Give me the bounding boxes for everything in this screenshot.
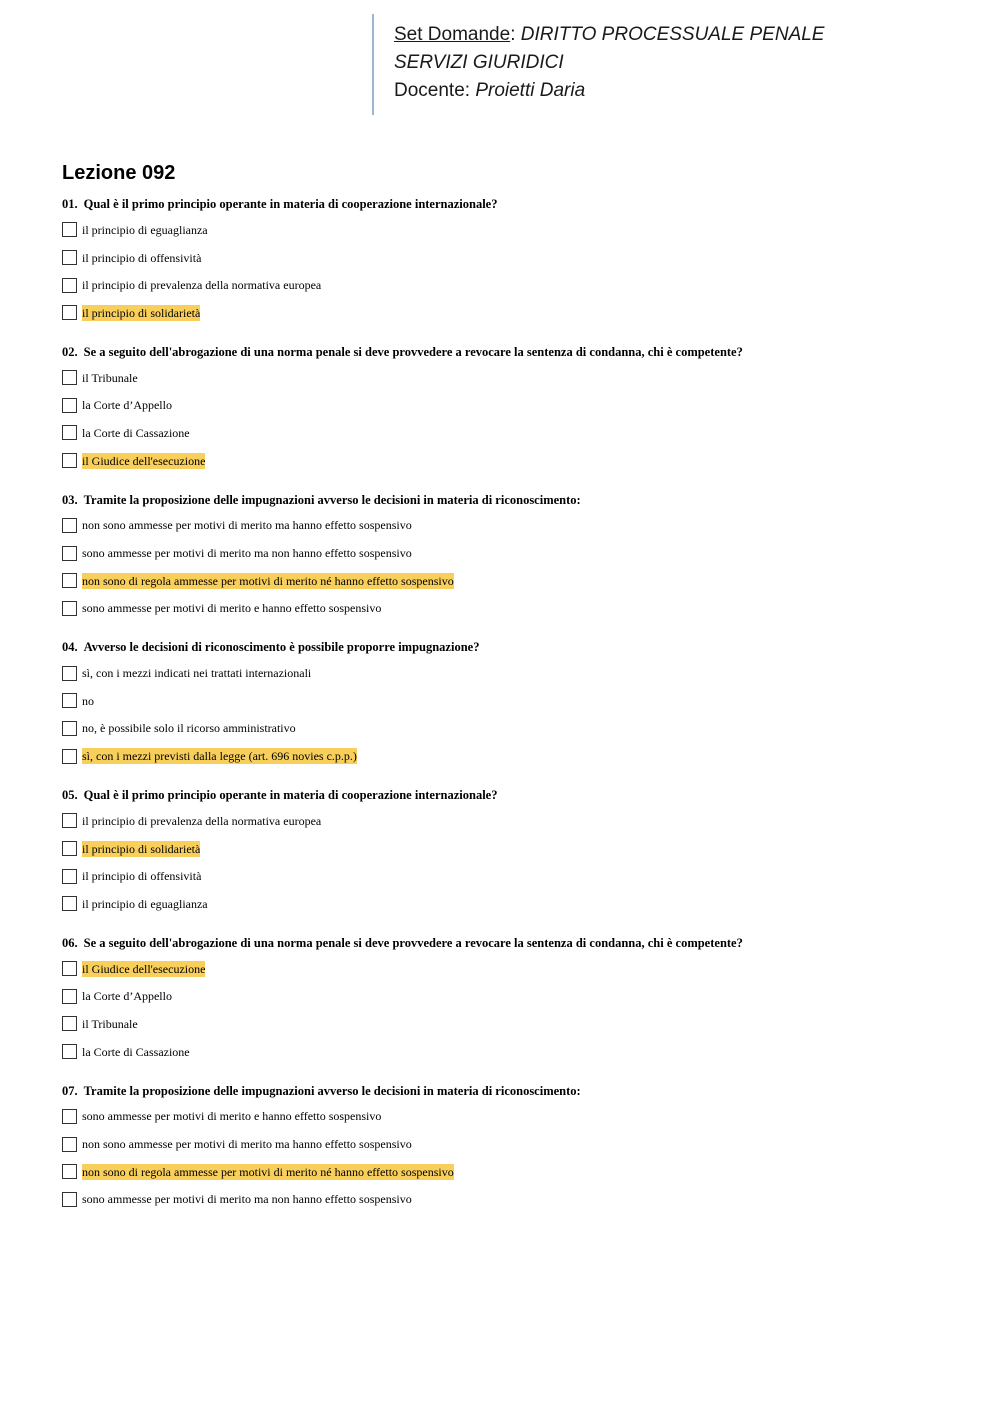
question-number: 03. <box>62 492 78 507</box>
teacher-name: Proietti Daria <box>475 80 586 101</box>
question-label: Avverso le decisioni di riconoscimento è possibile proporre impugnazione? <box>83 640 480 655</box>
checkbox-icon[interactable] <box>62 989 77 1004</box>
answer-option[interactable] <box>62 447 962 475</box>
question-text <box>62 635 962 659</box>
answer-option[interactable] <box>62 595 962 623</box>
answer-option[interactable] <box>62 244 962 272</box>
checkbox-icon[interactable] <box>62 305 77 320</box>
answer-option[interactable] <box>62 391 962 419</box>
question-number: 06. <box>62 935 78 950</box>
answer-text: la Corte di Cassazione <box>82 1044 190 1059</box>
teacher-line <box>394 77 932 105</box>
answer-option[interactable] <box>62 271 962 299</box>
checkbox-icon[interactable] <box>62 601 77 616</box>
answer-text: sì, con i mezzi previsti dalla legge (art. 696 novies c.p.p.) <box>82 749 357 764</box>
checkbox-icon[interactable] <box>62 869 77 884</box>
question-block <box>62 192 962 327</box>
question-list <box>62 192 962 1226</box>
question-label: Tramite la proposizione delle impugnazioni avverso le decisioni in materia di riconoscimento: <box>83 492 581 507</box>
answer-option[interactable] <box>62 862 962 890</box>
answer-option[interactable] <box>62 567 962 595</box>
answer-option[interactable] <box>62 539 962 567</box>
answer-text: non sono di regola ammesse per motivi di merito né hanno effetto sospensivo <box>82 573 454 588</box>
answer-text: sono ammesse per motivi di merito e hanno effetto sospensivo <box>82 1109 382 1124</box>
answer-option[interactable] <box>62 982 962 1010</box>
answer-option[interactable] <box>62 835 962 863</box>
checkbox-icon[interactable] <box>62 250 77 265</box>
answer-text: la Corte d’Appello <box>82 989 172 1004</box>
answer-option[interactable] <box>62 1010 962 1038</box>
checkbox-icon[interactable] <box>62 721 77 736</box>
checkbox-icon[interactable] <box>62 1137 77 1152</box>
answer-text: sono ammesse per motivi di merito ma non hanno effetto sospensivo <box>82 1192 412 1207</box>
answer-option[interactable] <box>62 1186 962 1214</box>
answer-option[interactable] <box>62 299 962 327</box>
checkbox-icon[interactable] <box>62 425 77 440</box>
checkbox-icon[interactable] <box>62 1192 77 1207</box>
question-text <box>62 931 962 955</box>
document-header <box>372 14 932 115</box>
checkbox-icon[interactable] <box>62 370 77 385</box>
answer-text: non sono di regola ammesse per motivi di merito né hanno effetto sospensivo <box>82 1164 454 1179</box>
checkbox-icon[interactable] <box>62 546 77 561</box>
question-block <box>62 340 962 475</box>
checkbox-icon[interactable] <box>62 222 77 237</box>
question-number: 02. <box>62 344 78 359</box>
answer-option[interactable] <box>62 1038 962 1066</box>
checkbox-icon[interactable] <box>62 518 77 533</box>
answer-text: il principio di eguaglianza <box>82 222 208 237</box>
question-text <box>62 340 962 364</box>
answer-text: sì, con i mezzi indicati nei trattati internazionali <box>82 666 312 681</box>
answer-option[interactable] <box>62 659 962 687</box>
answer-option[interactable] <box>62 715 962 743</box>
question-block <box>62 635 962 770</box>
answer-text: la Corte di Cassazione <box>82 425 190 440</box>
question-text <box>62 1079 962 1103</box>
checkbox-icon[interactable] <box>62 1044 77 1059</box>
checkbox-icon[interactable] <box>62 749 77 764</box>
answer-text: il principio di offensività <box>82 250 202 265</box>
answer-text: il principio di solidarietà <box>82 305 201 320</box>
set-label: Set Domande <box>394 24 511 45</box>
checkbox-icon[interactable] <box>62 896 77 911</box>
answer-option[interactable] <box>62 364 962 392</box>
question-block <box>62 488 962 623</box>
question-label: Tramite la proposizione delle impugnazioni avverso le decisioni in materia di riconoscimento: <box>83 1083 581 1098</box>
question-text <box>62 783 962 807</box>
checkbox-icon[interactable] <box>62 278 77 293</box>
question-label: Qual è il primo principio operante in materia di cooperazione internazionale? <box>83 197 498 211</box>
answer-text: il Giudice dell'esecuzione <box>82 961 206 976</box>
subject-title: DIRITTO PROCESSUALE PENALE <box>520 24 825 45</box>
checkbox-icon[interactable] <box>62 1164 77 1179</box>
answer-option[interactable] <box>62 742 962 770</box>
answer-text: sono ammesse per motivi di merito e hanno effetto sospensivo <box>82 601 382 616</box>
answer-option[interactable] <box>62 1103 962 1131</box>
checkbox-icon[interactable] <box>62 398 77 413</box>
checkbox-icon[interactable] <box>62 453 77 468</box>
answer-text: il Tribunale <box>82 370 138 385</box>
checkbox-icon[interactable] <box>62 1109 77 1124</box>
question-text <box>62 192 962 216</box>
question-text <box>62 488 962 512</box>
checkbox-icon[interactable] <box>62 841 77 856</box>
answer-text: il principio di prevalenza della normativa europea <box>82 813 322 828</box>
answer-text: il Tribunale <box>82 1016 138 1031</box>
answer-text: sono ammesse per motivi di merito ma non hanno effetto sospensivo <box>82 546 412 561</box>
question-number: 04. <box>62 640 78 655</box>
answer-option[interactable] <box>62 216 962 244</box>
question-number: 07. <box>62 1083 78 1098</box>
answer-option[interactable] <box>62 1130 962 1158</box>
answer-option[interactable] <box>62 955 962 983</box>
question-label: Qual è il primo principio operante in materia di cooperazione internazionale? <box>83 788 498 802</box>
question-label: Se a seguito dell'abrogazione di una norma penale si deve provvedere a revocare la sentenza di condanna, chi è competente? <box>83 344 743 359</box>
answer-text: il principio di eguaglianza <box>82 896 208 911</box>
question-number: 01. <box>62 197 78 211</box>
question-block <box>62 1079 962 1214</box>
answer-option[interactable] <box>62 890 962 918</box>
lesson-title: Lezione 092 <box>62 162 176 184</box>
answer-text: non sono ammesse per motivi di merito ma hanno effetto sospensivo <box>82 518 412 533</box>
answer-text: il Giudice dell'esecuzione <box>82 453 206 468</box>
answer-text: non sono ammesse per motivi di merito ma hanno effetto sospensivo <box>82 1137 412 1152</box>
answer-option[interactable] <box>62 807 962 835</box>
set-line <box>394 21 932 49</box>
answer-text: il principio di prevalenza della normativa europea <box>82 278 322 293</box>
answer-option[interactable] <box>62 512 962 540</box>
answer-option[interactable] <box>62 419 962 447</box>
checkbox-icon[interactable] <box>62 961 77 976</box>
set-colon: : <box>510 24 516 45</box>
checkbox-icon[interactable] <box>62 1016 77 1031</box>
answer-option[interactable] <box>62 1158 962 1186</box>
checkbox-icon[interactable] <box>62 666 77 681</box>
answer-option[interactable] <box>62 687 962 715</box>
answer-text: il principio di offensività <box>82 869 202 884</box>
subject-subtitle: SERVIZI GIURIDICI <box>394 52 564 73</box>
answer-text: no, è possibile solo il ricorso amministrativo <box>82 721 296 736</box>
question-block <box>62 783 962 918</box>
question-number: 05. <box>62 788 78 802</box>
teacher-label: Docente: <box>394 80 471 101</box>
answer-text: no <box>82 693 94 708</box>
checkbox-icon[interactable] <box>62 693 77 708</box>
checkbox-icon[interactable] <box>62 813 77 828</box>
question-label: Se a seguito dell'abrogazione di una norma penale si deve provvedere a revocare la sentenza di condanna, chi è competente? <box>83 935 743 950</box>
question-block <box>62 931 962 1066</box>
answer-text: la Corte d’Appello <box>82 398 172 413</box>
answer-text: il principio di solidarietà <box>82 841 201 856</box>
checkbox-icon[interactable] <box>62 573 77 588</box>
